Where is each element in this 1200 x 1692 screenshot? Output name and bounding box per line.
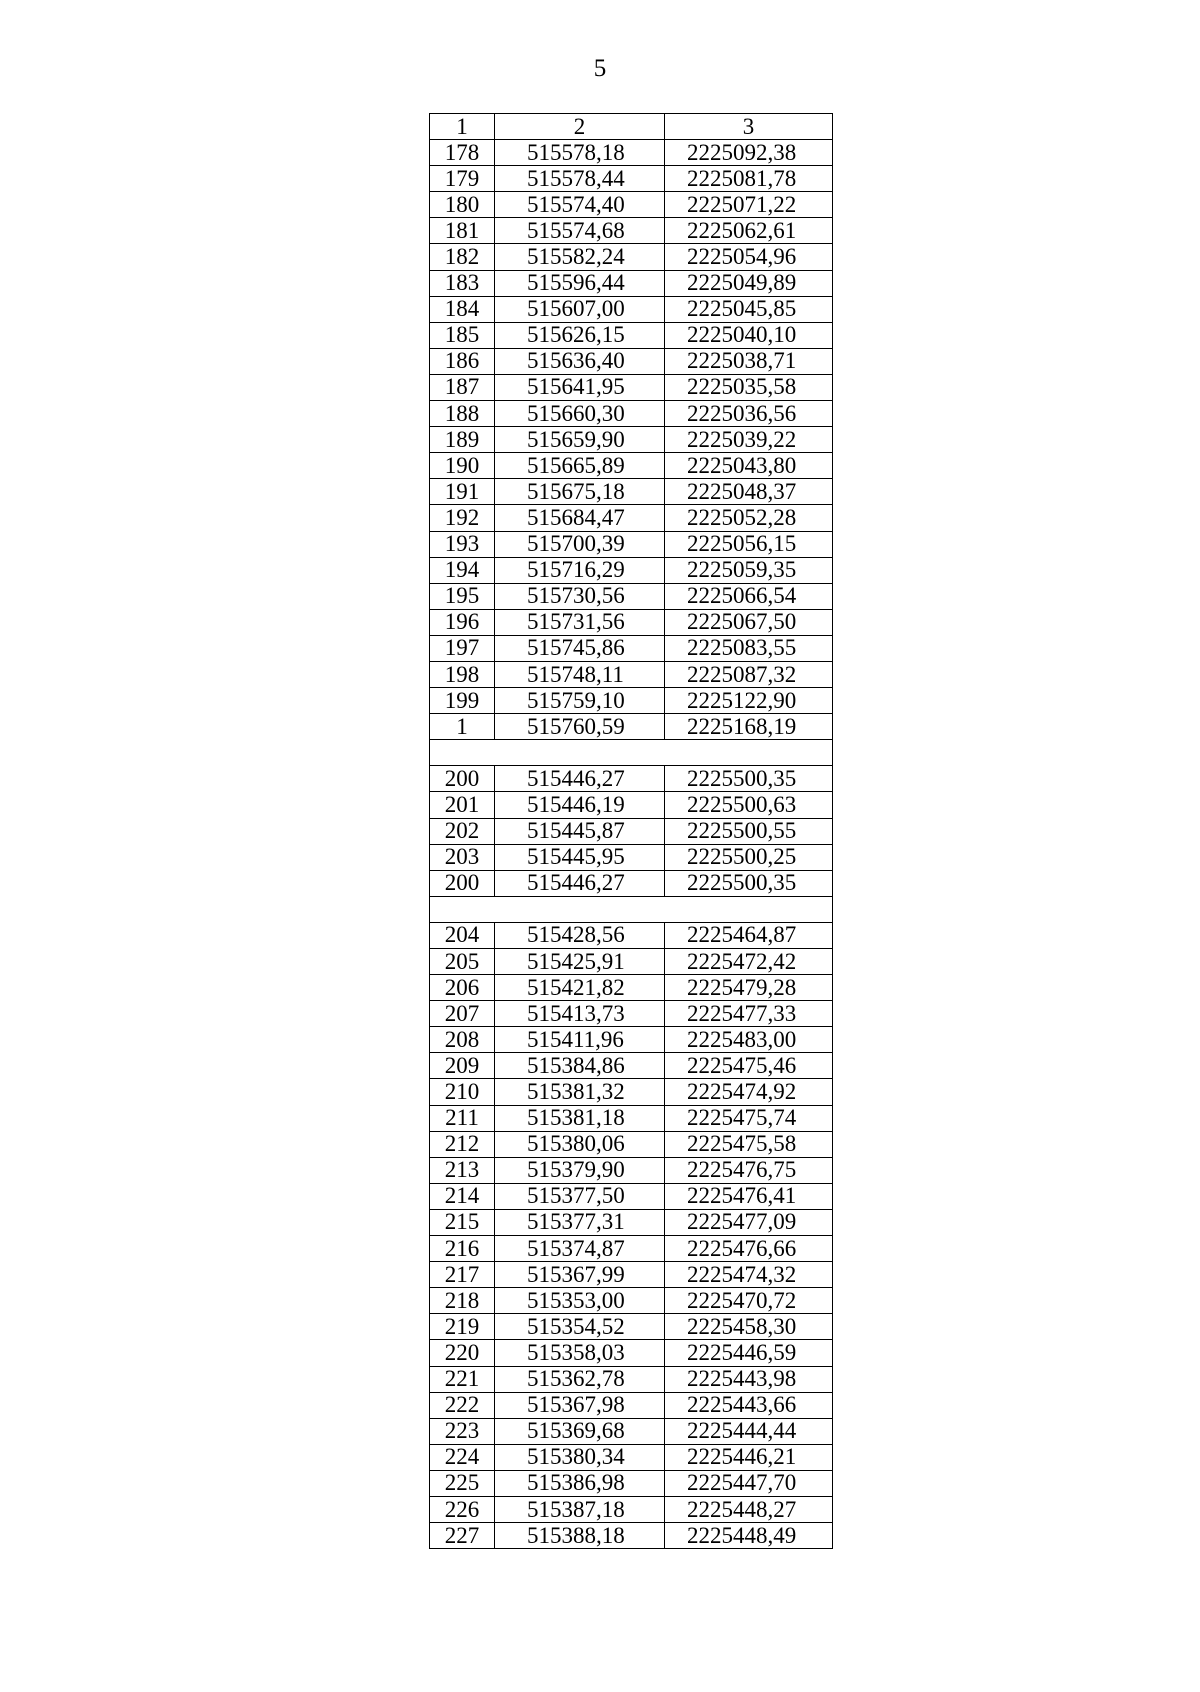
header-point-number: 1 (430, 114, 495, 140)
x-coordinate-cell: 515641,95 (495, 374, 665, 400)
y-coordinate-cell: 2225444,44 (665, 1418, 833, 1444)
y-coordinate-cell: 2225059,35 (665, 557, 833, 583)
table-row (430, 322, 833, 348)
table-row (430, 1131, 833, 1157)
separator-cell (430, 896, 833, 922)
point-number-cell: 227 (430, 1523, 495, 1549)
y-coordinate-cell: 2225083,55 (665, 635, 833, 661)
point-number-cell: 188 (430, 401, 495, 427)
point-number-cell: 221 (430, 1366, 495, 1392)
table-row (430, 270, 833, 296)
point-number-cell: 189 (430, 427, 495, 453)
y-coordinate-cell: 2225067,50 (665, 609, 833, 635)
x-coordinate-cell: 515578,44 (495, 166, 665, 192)
y-coordinate-cell: 2225052,28 (665, 505, 833, 531)
x-coordinate-cell: 515446,27 (495, 766, 665, 792)
y-coordinate-cell: 2225472,42 (665, 949, 833, 975)
point-number-cell: 184 (430, 296, 495, 322)
x-coordinate-cell: 515759,10 (495, 688, 665, 714)
point-number-cell: 190 (430, 453, 495, 479)
x-coordinate-cell: 515626,15 (495, 322, 665, 348)
y-coordinate-cell: 2225483,00 (665, 1027, 833, 1053)
y-coordinate-cell: 2225040,10 (665, 322, 833, 348)
point-number-cell: 181 (430, 218, 495, 244)
table-row (430, 1288, 833, 1314)
table-row (430, 1392, 833, 1418)
table-row (430, 922, 833, 948)
point-number-cell: 207 (430, 1001, 495, 1027)
point-number-cell: 180 (430, 192, 495, 218)
x-coordinate-cell: 515660,30 (495, 401, 665, 427)
y-coordinate-cell: 2225475,58 (665, 1131, 833, 1157)
table-row (430, 583, 833, 609)
x-coordinate-cell: 515388,18 (495, 1523, 665, 1549)
table-row (430, 688, 833, 714)
table-row (430, 609, 833, 635)
x-coordinate-cell: 515574,68 (495, 218, 665, 244)
table-row (430, 1418, 833, 1444)
point-number-cell: 217 (430, 1262, 495, 1288)
table-row (430, 1470, 833, 1496)
table-row (430, 348, 833, 374)
x-coordinate-cell: 515745,86 (495, 635, 665, 661)
x-coordinate-cell: 515574,40 (495, 192, 665, 218)
point-number-cell: 179 (430, 166, 495, 192)
table-row (430, 1366, 833, 1392)
y-coordinate-cell: 2225470,72 (665, 1288, 833, 1314)
point-number-cell: 1 (430, 714, 495, 740)
y-coordinate-cell: 2225476,75 (665, 1157, 833, 1183)
table-row (430, 1079, 833, 1105)
x-coordinate-cell: 515380,06 (495, 1131, 665, 1157)
x-coordinate-cell: 515700,39 (495, 531, 665, 557)
y-coordinate-cell: 2225447,70 (665, 1470, 833, 1496)
x-coordinate-cell: 515374,87 (495, 1236, 665, 1262)
y-coordinate-cell: 2225448,27 (665, 1496, 833, 1522)
x-coordinate-cell: 515421,82 (495, 975, 665, 1001)
x-coordinate-cell: 515358,03 (495, 1340, 665, 1366)
point-number-cell: 196 (430, 609, 495, 635)
table-row (430, 531, 833, 557)
x-coordinate-cell: 515367,99 (495, 1262, 665, 1288)
table-row (430, 296, 833, 322)
point-number-cell: 209 (430, 1053, 495, 1079)
x-coordinate-cell: 515367,98 (495, 1392, 665, 1418)
x-coordinate-cell: 515445,87 (495, 818, 665, 844)
table-row (430, 714, 833, 740)
x-coordinate-cell: 515369,68 (495, 1418, 665, 1444)
point-number-cell: 211 (430, 1105, 495, 1131)
x-coordinate-cell: 515377,50 (495, 1183, 665, 1209)
point-number-cell: 178 (430, 140, 495, 166)
point-number-cell: 195 (430, 583, 495, 609)
header-x-coordinate: 2 (495, 114, 665, 140)
table-row (430, 1444, 833, 1470)
x-coordinate-cell: 515362,78 (495, 1366, 665, 1392)
y-coordinate-cell: 2225045,85 (665, 296, 833, 322)
table-row (430, 1209, 833, 1235)
x-coordinate-cell: 515446,19 (495, 792, 665, 818)
point-number-cell: 185 (430, 322, 495, 348)
point-number-cell: 212 (430, 1131, 495, 1157)
table-row (430, 140, 833, 166)
y-coordinate-cell: 2225081,78 (665, 166, 833, 192)
y-coordinate-cell: 2225168,19 (665, 714, 833, 740)
y-coordinate-cell: 2225062,61 (665, 218, 833, 244)
table-row (430, 1001, 833, 1027)
separator-cell (430, 740, 833, 766)
point-number-cell: 204 (430, 922, 495, 948)
y-coordinate-cell: 2225036,56 (665, 401, 833, 427)
x-coordinate-cell: 515731,56 (495, 609, 665, 635)
y-coordinate-cell: 2225048,37 (665, 479, 833, 505)
y-coordinate-cell: 2225500,25 (665, 844, 833, 870)
y-coordinate-cell: 2225475,46 (665, 1053, 833, 1079)
header-row (430, 114, 833, 140)
table-row (430, 166, 833, 192)
table-row (430, 1236, 833, 1262)
x-coordinate-cell: 515387,18 (495, 1496, 665, 1522)
table-row (430, 401, 833, 427)
table-row (430, 244, 833, 270)
point-number-cell: 197 (430, 635, 495, 661)
x-coordinate-cell: 515596,44 (495, 270, 665, 296)
x-coordinate-cell: 515425,91 (495, 949, 665, 975)
y-coordinate-cell: 2225039,22 (665, 427, 833, 453)
point-number-cell: 198 (430, 661, 495, 687)
x-coordinate-cell: 515384,86 (495, 1053, 665, 1079)
table-row (430, 1496, 833, 1522)
x-coordinate-cell: 515411,96 (495, 1027, 665, 1053)
point-number-cell: 192 (430, 505, 495, 531)
y-coordinate-cell: 2225458,30 (665, 1314, 833, 1340)
x-coordinate-cell: 515578,18 (495, 140, 665, 166)
point-number-cell: 218 (430, 1288, 495, 1314)
point-number-cell: 200 (430, 766, 495, 792)
point-number-cell: 220 (430, 1340, 495, 1366)
table-row (430, 818, 833, 844)
y-coordinate-cell: 2225071,22 (665, 192, 833, 218)
y-coordinate-cell: 2225448,49 (665, 1523, 833, 1549)
x-coordinate-cell: 515636,40 (495, 348, 665, 374)
point-number-cell: 182 (430, 244, 495, 270)
point-number-cell: 215 (430, 1209, 495, 1235)
table-row (430, 1340, 833, 1366)
point-number-cell: 193 (430, 531, 495, 557)
y-coordinate-cell: 2225474,32 (665, 1262, 833, 1288)
y-coordinate-cell: 2225443,66 (665, 1392, 833, 1418)
x-coordinate-cell: 515379,90 (495, 1157, 665, 1183)
point-number-cell: 222 (430, 1392, 495, 1418)
point-number-cell: 223 (430, 1418, 495, 1444)
table-header (430, 114, 833, 140)
table-row (430, 635, 833, 661)
y-coordinate-cell: 2225474,92 (665, 1079, 833, 1105)
x-coordinate-cell: 515428,56 (495, 922, 665, 948)
point-number-cell: 225 (430, 1470, 495, 1496)
header-y-coordinate: 3 (665, 114, 833, 140)
x-coordinate-cell: 515748,11 (495, 661, 665, 687)
table-row (430, 766, 833, 792)
table-row (430, 218, 833, 244)
y-coordinate-cell: 2225446,21 (665, 1444, 833, 1470)
point-number-cell: 203 (430, 844, 495, 870)
point-number-cell: 187 (430, 374, 495, 400)
y-coordinate-cell: 2225054,96 (665, 244, 833, 270)
point-number-cell: 219 (430, 1314, 495, 1340)
table-row (430, 792, 833, 818)
y-coordinate-cell: 2225475,74 (665, 1105, 833, 1131)
y-coordinate-cell: 2225500,35 (665, 766, 833, 792)
y-coordinate-cell: 2225087,32 (665, 661, 833, 687)
table-row (430, 975, 833, 1001)
x-coordinate-cell: 515446,27 (495, 870, 665, 896)
point-number-cell: 186 (430, 348, 495, 374)
y-coordinate-cell: 2225476,66 (665, 1236, 833, 1262)
point-number-cell: 200 (430, 870, 495, 896)
x-coordinate-cell: 515684,47 (495, 505, 665, 531)
table-row (430, 374, 833, 400)
y-coordinate-cell: 2225038,71 (665, 348, 833, 374)
point-number-cell: 194 (430, 557, 495, 583)
point-number-cell: 191 (430, 479, 495, 505)
y-coordinate-cell: 2225049,89 (665, 270, 833, 296)
group-separator-row (430, 896, 833, 922)
group-separator-row (430, 740, 833, 766)
y-coordinate-cell: 2225092,38 (665, 140, 833, 166)
y-coordinate-cell: 2225066,54 (665, 583, 833, 609)
table-row (430, 1105, 833, 1131)
y-coordinate-cell: 2225477,09 (665, 1209, 833, 1235)
table-row (430, 505, 833, 531)
x-coordinate-cell: 515413,73 (495, 1001, 665, 1027)
y-coordinate-cell: 2225500,63 (665, 792, 833, 818)
table-body (430, 140, 833, 1549)
x-coordinate-cell: 515760,59 (495, 714, 665, 740)
y-coordinate-cell: 2225122,90 (665, 688, 833, 714)
x-coordinate-cell: 515582,24 (495, 244, 665, 270)
point-number-cell: 224 (430, 1444, 495, 1470)
point-number-cell: 205 (430, 949, 495, 975)
table-row (430, 1027, 833, 1053)
point-number-cell: 210 (430, 1079, 495, 1105)
point-number-cell: 199 (430, 688, 495, 714)
x-coordinate-cell: 515445,95 (495, 844, 665, 870)
x-coordinate-cell: 515381,18 (495, 1105, 665, 1131)
x-coordinate-cell: 515716,29 (495, 557, 665, 583)
point-number-cell: 202 (430, 818, 495, 844)
x-coordinate-cell: 515659,90 (495, 427, 665, 453)
table-row (430, 949, 833, 975)
x-coordinate-cell: 515675,18 (495, 479, 665, 505)
point-number-cell: 226 (430, 1496, 495, 1522)
table-row (430, 844, 833, 870)
table-row (430, 192, 833, 218)
table-row (430, 1262, 833, 1288)
y-coordinate-cell: 2225043,80 (665, 453, 833, 479)
page-number: 5 (593, 55, 607, 82)
coordinates-table (429, 113, 833, 1549)
y-coordinate-cell: 2225443,98 (665, 1366, 833, 1392)
point-number-cell: 214 (430, 1183, 495, 1209)
table-row (430, 453, 833, 479)
point-number-cell: 216 (430, 1236, 495, 1262)
y-coordinate-cell: 2225500,35 (665, 870, 833, 896)
y-coordinate-cell: 2225035,58 (665, 374, 833, 400)
x-coordinate-cell: 515607,00 (495, 296, 665, 322)
y-coordinate-cell: 2225056,15 (665, 531, 833, 557)
x-coordinate-cell: 515353,00 (495, 1288, 665, 1314)
table-row (430, 1523, 833, 1549)
y-coordinate-cell: 2225464,87 (665, 922, 833, 948)
table-row (430, 1314, 833, 1340)
point-number-cell: 206 (430, 975, 495, 1001)
point-number-cell: 183 (430, 270, 495, 296)
point-number-cell: 201 (430, 792, 495, 818)
x-coordinate-cell: 515386,98 (495, 1470, 665, 1496)
y-coordinate-cell: 2225477,33 (665, 1001, 833, 1027)
x-coordinate-cell: 515665,89 (495, 453, 665, 479)
x-coordinate-cell: 515381,32 (495, 1079, 665, 1105)
x-coordinate-cell: 515354,52 (495, 1314, 665, 1340)
y-coordinate-cell: 2225500,55 (665, 818, 833, 844)
x-coordinate-cell: 515380,34 (495, 1444, 665, 1470)
table-row (430, 557, 833, 583)
point-number-cell: 208 (430, 1027, 495, 1053)
table-row (430, 1183, 833, 1209)
x-coordinate-cell: 515730,56 (495, 583, 665, 609)
table-row (430, 661, 833, 687)
point-number-cell: 213 (430, 1157, 495, 1183)
table-row (430, 479, 833, 505)
table-row (430, 1053, 833, 1079)
y-coordinate-cell: 2225476,41 (665, 1183, 833, 1209)
x-coordinate-cell: 515377,31 (495, 1209, 665, 1235)
table-row (430, 870, 833, 896)
table-row (430, 427, 833, 453)
y-coordinate-cell: 2225446,59 (665, 1340, 833, 1366)
y-coordinate-cell: 2225479,28 (665, 975, 833, 1001)
table-row (430, 1157, 833, 1183)
